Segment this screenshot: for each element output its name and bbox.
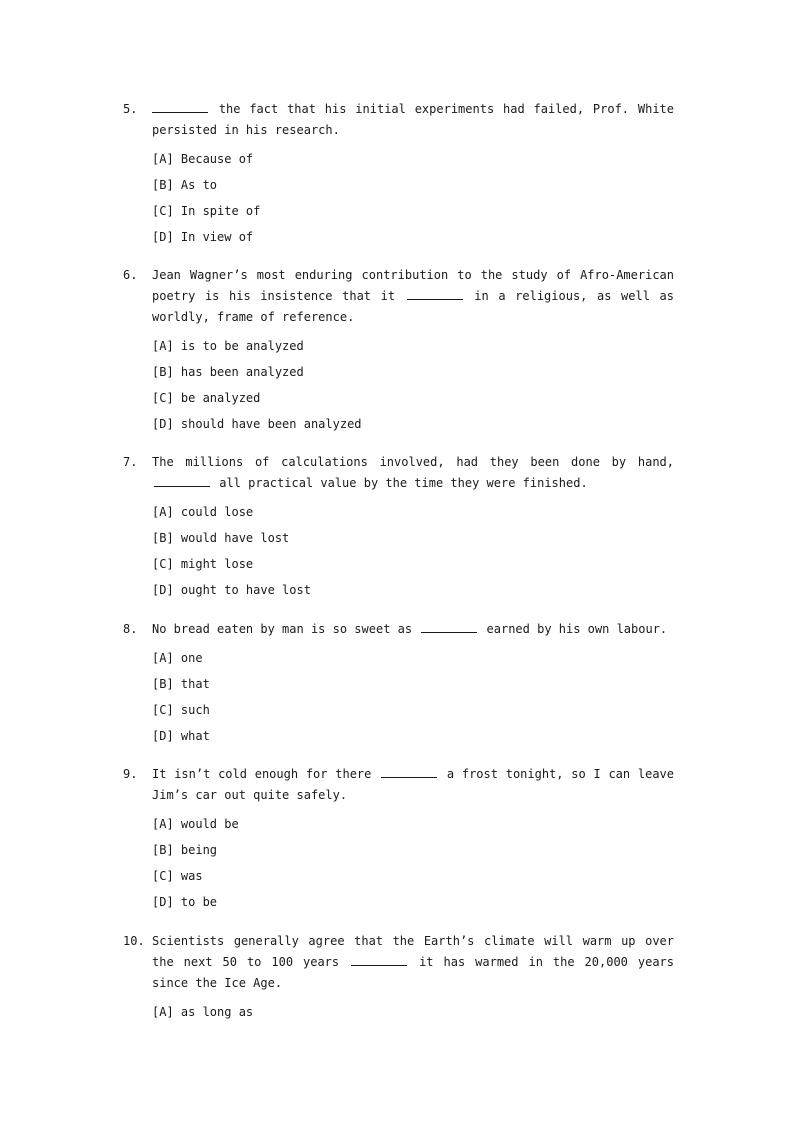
- stem-text-after: all practical value by the time they were finished.: [212, 476, 588, 490]
- stem-text-before: Scientists generally agree that the Earth’s climate will warm up over the next 50 to 100 years: [152, 934, 674, 969]
- option-d[interactable]: [D] In view of: [152, 230, 254, 244]
- stem-text-after: a frost tonight, so I can leave Jim’s car out quite safely.: [152, 767, 674, 802]
- answer-blank: [152, 99, 208, 113]
- answer-blank: [154, 473, 210, 487]
- option-d[interactable]: [D] ought to have lost: [152, 583, 311, 597]
- question-8: [123, 619, 683, 749]
- stem-text-before: It isn’t cold enough for there: [152, 767, 380, 781]
- option-a[interactable]: [A] Because of: [152, 152, 254, 166]
- question-5: [123, 99, 683, 250]
- option-list: [152, 645, 683, 749]
- option-b[interactable]: [B] that: [152, 677, 210, 691]
- option-list: [152, 999, 683, 1025]
- option-list: [152, 333, 683, 437]
- option-c[interactable]: [C] In spite of: [152, 204, 261, 218]
- question-stem: [152, 931, 674, 994]
- option-c[interactable]: [C] might lose: [152, 557, 254, 571]
- option-a[interactable]: [A] would be: [152, 817, 239, 831]
- option-a[interactable]: [A] as long as: [152, 1005, 254, 1019]
- answer-blank: [421, 619, 477, 633]
- question-stem: [152, 265, 674, 328]
- question-stem: [152, 619, 674, 640]
- question-number: 5.: [123, 102, 138, 116]
- stem-text-before: The millions of calculations involved, had they been done by hand,: [152, 455, 674, 469]
- question-number: 8.: [123, 622, 138, 636]
- option-b[interactable]: [B] has been analyzed: [152, 365, 304, 379]
- question-stem: [152, 764, 674, 806]
- option-a[interactable]: [A] is to be analyzed: [152, 339, 304, 353]
- option-list: [152, 499, 683, 603]
- question-9: [123, 764, 683, 915]
- option-c[interactable]: [C] was: [152, 869, 203, 883]
- option-d[interactable]: [D] should have been analyzed: [152, 417, 362, 431]
- stem-text-after: the fact that his initial experiments had failed, Prof. White persisted in his research.: [152, 102, 674, 137]
- option-d[interactable]: [D] what: [152, 729, 210, 743]
- question-stem: [152, 99, 674, 141]
- question-number: 6.: [123, 268, 138, 282]
- option-a[interactable]: [A] one: [152, 651, 203, 665]
- option-b[interactable]: [B] being: [152, 843, 218, 857]
- option-b[interactable]: [B] would have lost: [152, 531, 290, 545]
- stem-text-before: No bread eaten by man is so sweet as: [152, 622, 420, 636]
- answer-blank: [381, 764, 437, 778]
- answer-blank: [407, 286, 463, 300]
- answer-blank: [351, 952, 407, 966]
- question-number: 7.: [123, 455, 138, 469]
- stem-text-after: in a religious, as well as worldly, frame of reference.: [152, 289, 674, 324]
- option-a[interactable]: [A] could lose: [152, 505, 254, 519]
- question-6: [123, 265, 683, 437]
- option-list: [152, 811, 683, 915]
- option-c[interactable]: [C] such: [152, 703, 210, 717]
- option-b[interactable]: [B] As to: [152, 178, 218, 192]
- option-d[interactable]: [D] to be: [152, 895, 218, 909]
- stem-text-after: earned by his own labour.: [479, 622, 668, 636]
- question-stem: [152, 452, 674, 494]
- option-c[interactable]: [C] be analyzed: [152, 391, 261, 405]
- option-list: [152, 146, 683, 250]
- question-10: [123, 931, 683, 1025]
- stem-text-after: it has warmed in the 20,000 years since the Ice Age.: [152, 955, 674, 990]
- question-number: 9.: [123, 767, 138, 781]
- question-7: [123, 452, 683, 603]
- question-number: 10.: [123, 934, 145, 948]
- stem-text-before: Jean Wagner’s most enduring contribution to the study of Afro-American poetry is his insistence that it: [152, 268, 674, 303]
